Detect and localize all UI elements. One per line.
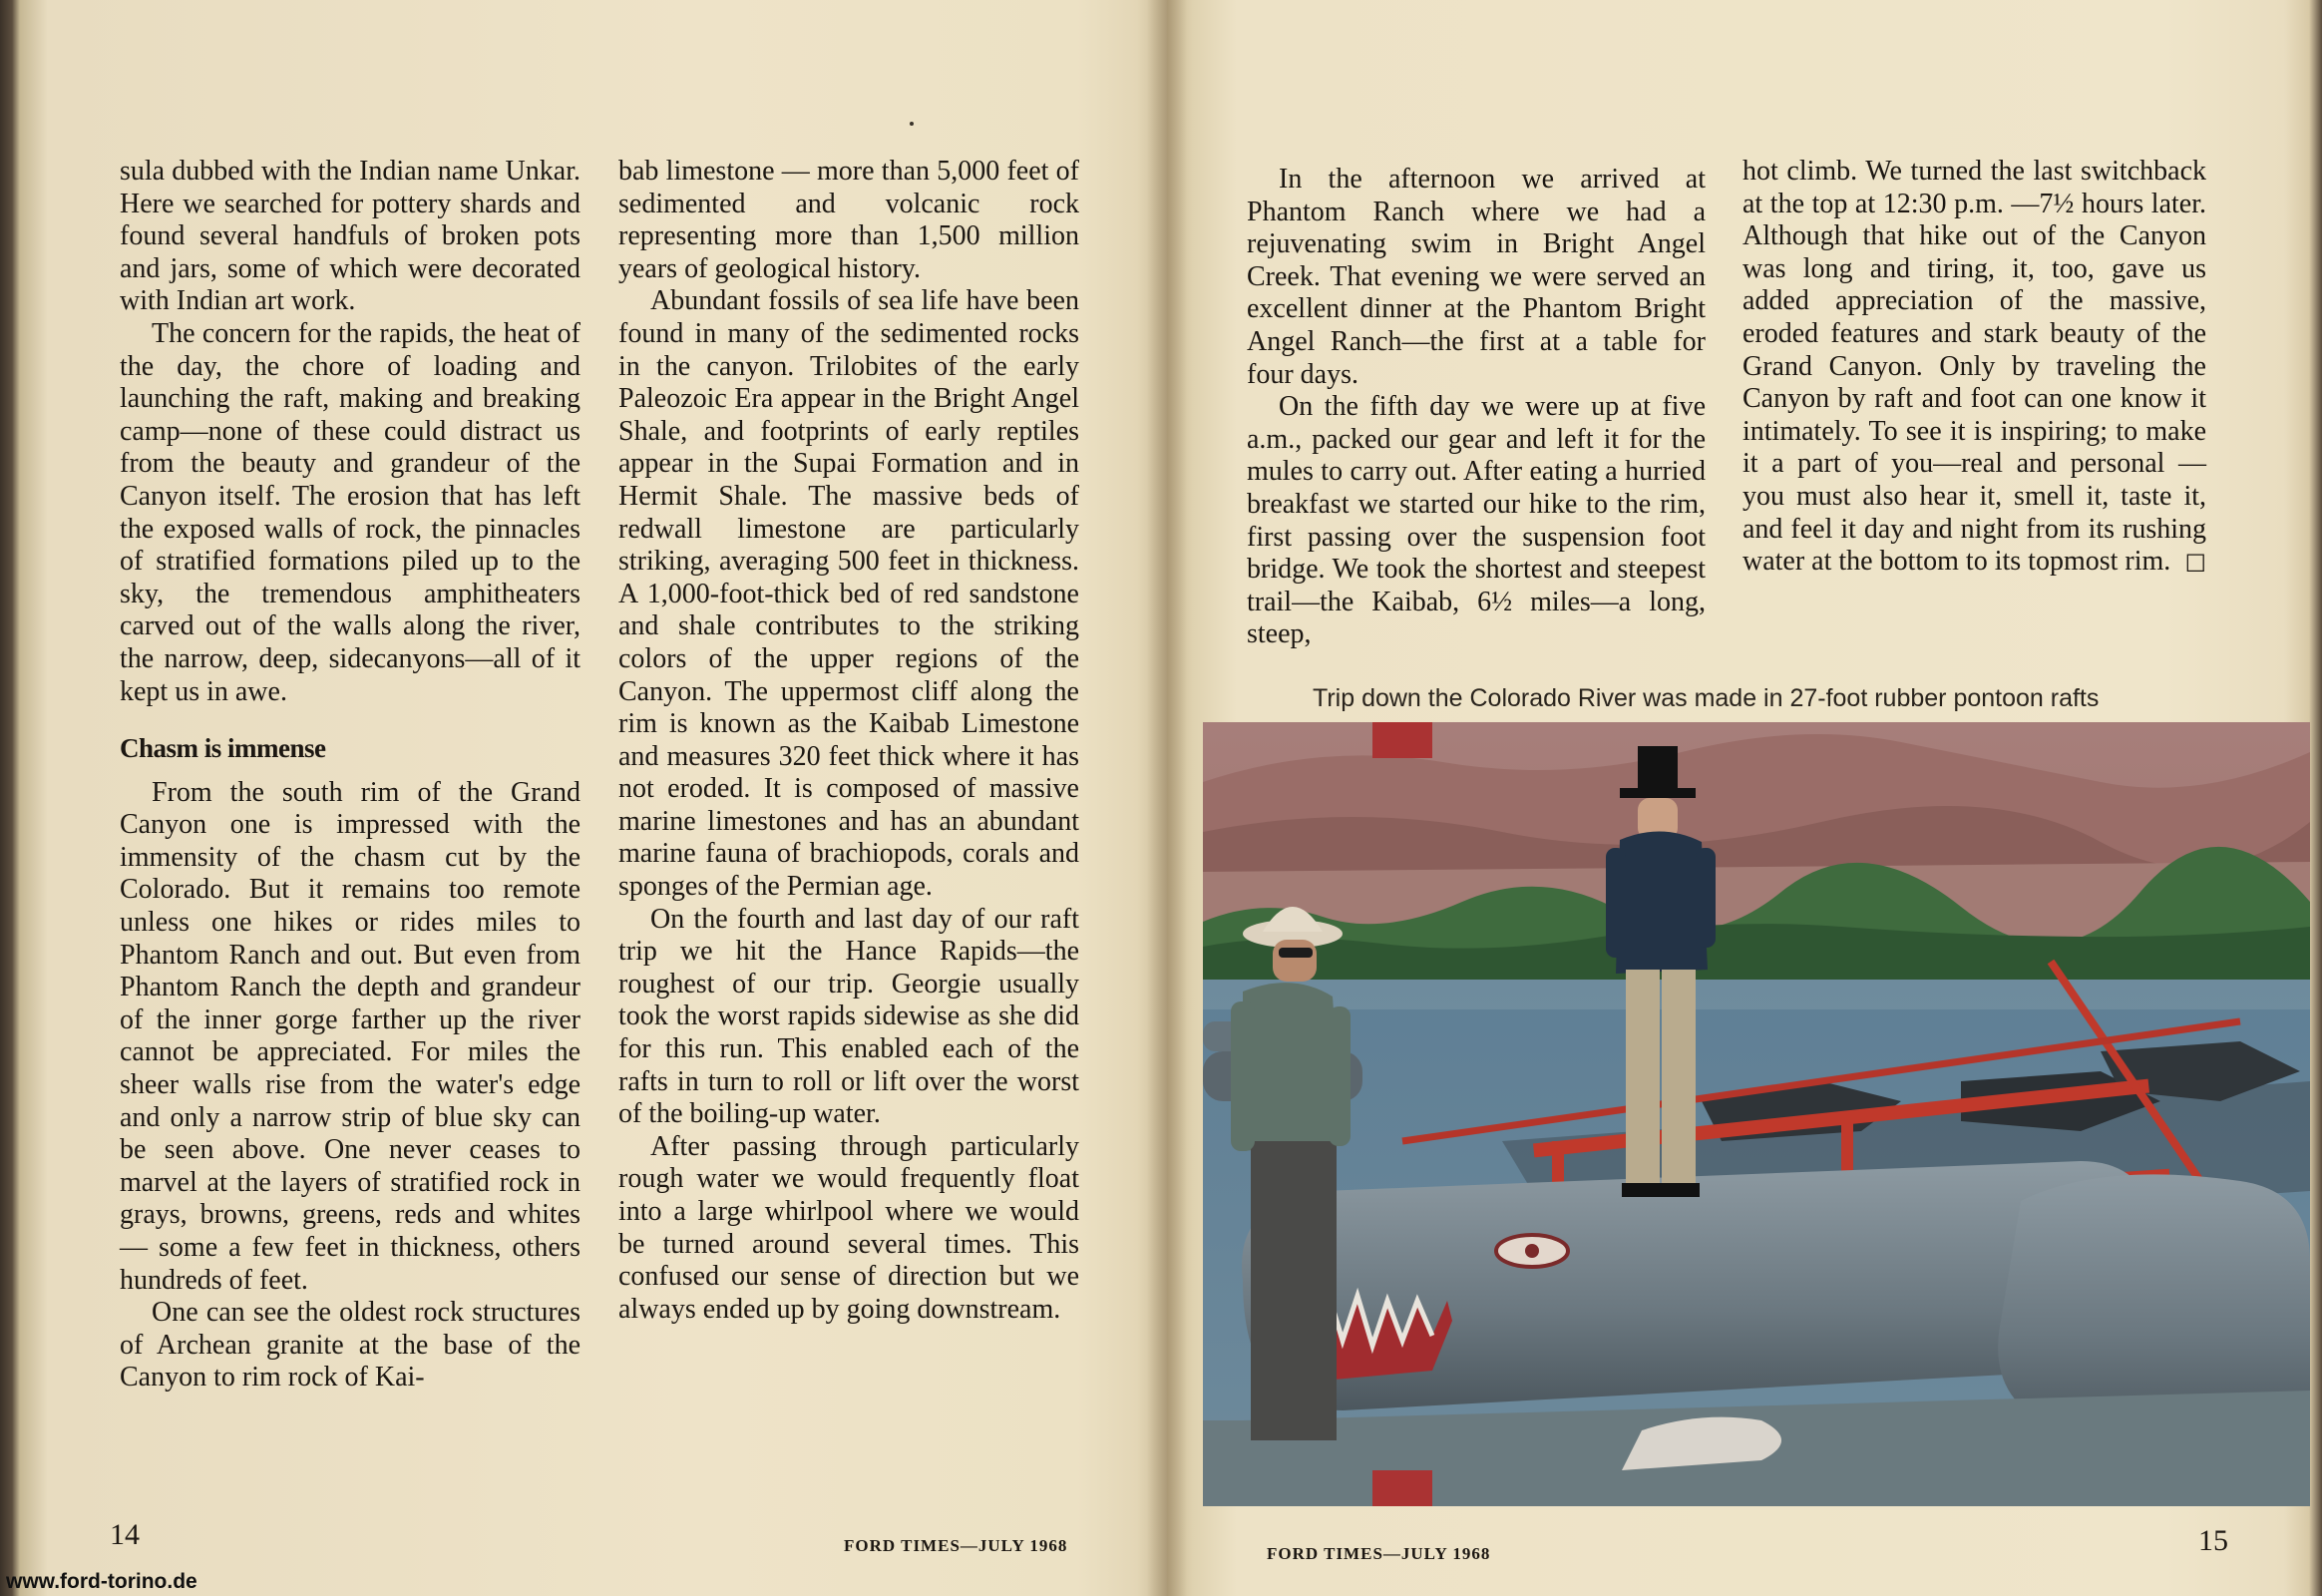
article-column-4 [1742,156,2206,581]
folio-right: FORD TIMES—JULY 1968 [1267,1544,1491,1563]
page-number-right: 15 [2198,1524,2228,1557]
paragraph: sula dubbed with the Indian name Unkar. Here we searched for pottery shards and found several handfuls of broken pots and jars, some of which were decorated with Indian art work. [120,156,580,317]
article-column-3 [1247,164,1706,651]
article-column-2 [618,156,1079,1326]
watermark-text: www.ford-torino.de [6,1570,197,1593]
paragraph: One can see the oldest rock structures of Archean granite at the base of the Canyon to rim rock of Kai- [120,1297,580,1394]
article-column-1 [120,156,580,1395]
paragraph: On the fourth and last day of our raft trip we hit the Hance Rapids—the roughest of our trip. Georgie usually took the worst rapids sidewise as she did for this run. This enabled each of the rafts in turn to roll or lift over the worst of the boiling-up water. [618,903,1079,1130]
paragraph: bab limestone — more than 5,000 feet of sedimented and volcanic rock representing more than 1,500 million years of geological history. [618,156,1079,284]
paragraph: After passing through particularly rough water we would frequently float into a large whirlpool where we would be turned around several times. This confused our sense of direction but we always ended up by going downstream. [618,1130,1079,1325]
river-raft-photo [1203,722,2310,1506]
paragraph [1742,156,2206,579]
paragraph: Abundant fossils of sea life have been found in many of the sedimented rocks in the canyon. Trilobites of the early Paleozoic Era appear in the Bright Angel Shale, and footprints of early reptiles appear in the Supai Formation and in Hermit Shale. The massive beds of redwall limestone are particularly striking, averaging 500 feet in thickness. A 1,000-foot-thick bed of red sandstone and shale contributes to the striking colors of the upper regions of the Canyon. The uppermost cliff along the rim is known as the Kaibab Limestone and measures 320 feet thick where it has not eroded. It is composed of massive marine limestones and has an abundant marine fauna of brachiopods, corals and sponges of the Permian age. [618,285,1079,903]
photo-caption: Trip down the Colorado River was made in 27-foot rubber pontoon rafts [1313,684,2100,712]
paragraph: The concern for the rapids, the heat of the day, the chore of loading and launching the raft, making and breaking camp—none of these could distract us from the beauty and grandeur of the Canyon itself. The erosion that has left the exposed walls of rock, the pinnacles of stratified formations piled up to the sky, the tremendous amphitheaters carved out of the walls along the river, the narrow, deep, sidecanyons—all of it kept us in awe. [120,317,580,707]
book-gutter [1147,0,1187,1596]
section-heading: Chasm is immense [120,733,326,764]
paragraph: From the south rim of the Grand Canyon one is impressed with the immensity of the chasm cut by the Colorado. But it remains too remote unless one hikes or rides miles to Phantom Ranch and out. But even from Phantom Ranch the depth and grandeur of the inner gorge farther up the river cannot be appreciated. For miles the sheer walls rise from the water's edge and only a narrow strip of blue sky can be seen above. One never ceases to marvel at the layers of stratified rock in grays, browns, greens, reds and whites — some a few feet in thickness, others hundreds of feet. [120,776,580,1296]
paragraph-text: hot climb. We turned the last switchback at the top at 12:30 p.m. —7½ hours later. Although that hike out of the Canyon was long and tiring, it, too, gave us added appreciation of the massive, eroded features and stark beauty of the Grand Canyon. Only by traveling the Canyon by raft and foot can one know it intimately. To see it is inspiring; to make it a part of you—real and personal — you must also hear it, smell it, taste it, and feel it day and night from its rushing water at the bottom to its topmost rim. [1742,156,2206,578]
page-number-left: 14 [110,1518,140,1551]
folio-left: FORD TIMES—JULY 1968 [844,1536,1068,1555]
end-mark-icon: ☐ [2184,550,2206,579]
paragraph: In the afternoon we arrived at Phantom Ranch where we had a rejuvenating swim in Bright Angel Creek. That evening we were served an excellent dinner at the Phantom Bright Angel Ranch—the first at a table for four days. [1247,164,1706,390]
paragraph: On the fifth day we were up at five a.m., packed our gear and left it for the mules to carry out. After eating a hurried breakfast we started our hike to the rim, first passing over the suspension foot bridge. We took the shortest and steepest trail—the Kaibab, 6½ miles—a long, steep, [1247,391,1706,650]
print-speck [910,122,914,126]
